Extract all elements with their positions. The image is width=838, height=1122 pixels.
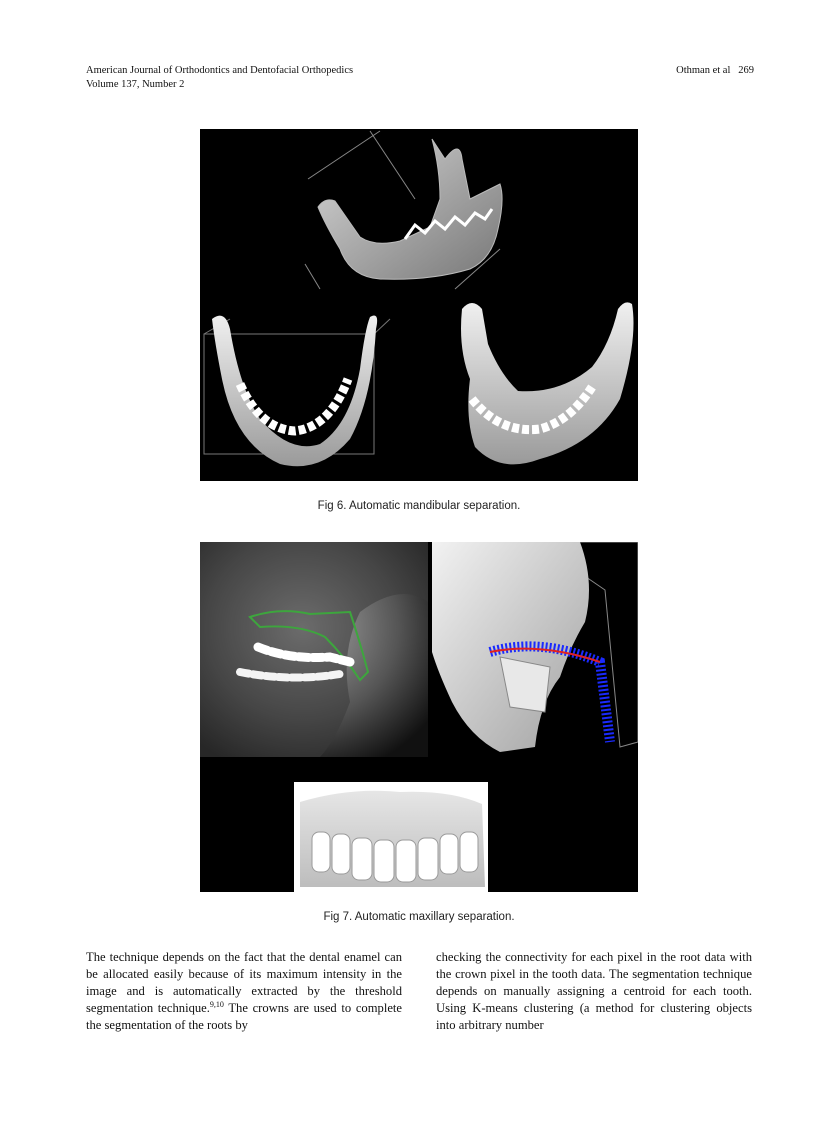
figure-7-caption: Fig 7. Automatic maxillary separation.	[323, 911, 515, 923]
journal-info	[86, 64, 353, 92]
mandible-oblique-view	[461, 302, 634, 464]
ct-slice-panel	[200, 542, 430, 772]
author-page	[676, 64, 754, 78]
body-column-left	[86, 949, 402, 1034]
mandible-lateral-view	[305, 131, 502, 289]
mandible-frontal-view	[204, 316, 390, 467]
body-column-right: checking the connectivity for each pixel in the root data with the crown pixel in the tooth data. The segmentation technique depends on manually assigning a centroid for each tooth. Using K-means clustering (a method for clustering objects into arbitrary number	[436, 950, 752, 1032]
reference-superscript: 9,10	[209, 999, 224, 1009]
journal-title: American Journal of Orthodontics and Dentofacial Orthopedics	[86, 65, 354, 76]
maxilla-renderings	[200, 542, 638, 892]
page-number: 269	[738, 65, 754, 76]
body-text-left-2: The crowns are used to complete the segmentation of the roots by	[86, 1000, 403, 1032]
mandible-renderings	[200, 129, 638, 481]
figure-6-image	[200, 129, 638, 481]
author-names: Othman et al	[676, 65, 731, 76]
figure-7-image	[200, 542, 638, 892]
body-text-left-1: The technique depends on the fact that the dental enamel can be allocated easily because of its maximum intensity in the image and is automatically extracted by the threshold segmentation technique.	[86, 950, 402, 1015]
journal-volume: Volume 137, Number 2	[86, 79, 185, 90]
figure-6-caption: Fig 6. Automatic mandibular separation.	[317, 500, 521, 512]
skull-3d-panel	[432, 542, 638, 752]
dental-cast-panel	[294, 782, 488, 892]
